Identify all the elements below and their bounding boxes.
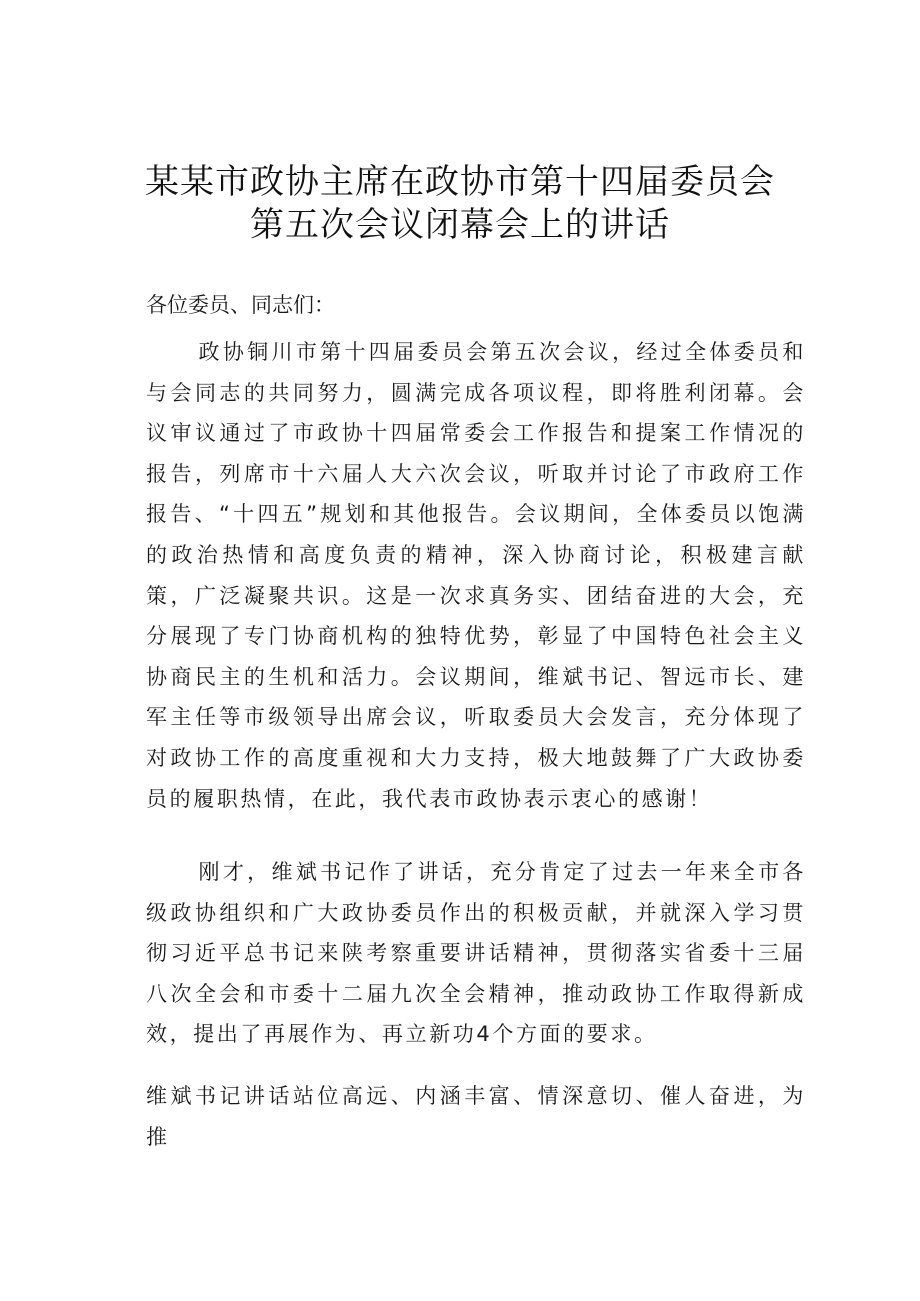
paragraph-1: 政协铜川市第十四届委员会第五次会议，经过全体委员和与会同志的共同努力，圆满完成各项议程，即将胜利闭幕。会议审议通过了市政协十四届常委会工作报告和提案工作情况的报告，列席市十六届人大六次会议，听取并讨论了市政府工作报告、“十四五”规划和其他报告。会议期间，全体委员以饱满的政治热情和高度负责的精神，深入协商讨论，积极建言献策，广泛凝聚共识。这是一次求真务实、团结奋进的大会，充分展现了专门协商机构的独特优势，彰显了中国特色社会主义协商民主的生机和活力。会议期间，维斌书记、智远市长、建军主任等市级领导出席会议，听取委员大会发言，充分体现了对政协工作的高度重视和大力支持，极大地鼓舞了广大政协委员的履职热情，在此，我代表市政协表示衷心的感谢！ [146,340,806,811]
document-title-line-2: 第五次会议闭幕会上的讲话 [250,205,670,245]
document-title-line-1: 某某市政协主席在政协市第十四届委员会 [145,162,775,202]
paragraph-2: 刚才，维斌书记作了讲话，充分肯定了过去一年来全市各级政协组织和广大政协委员作出的积极贡献，并就深入学习贯彻习近平总书记来陕考察重要讲话精神，贯彻落实省委十三届八次全会和市委十二届九次全会精神，推动政协工作取得新成效，提出了再展作为、再立新功4个方面的要求。 [146,860,806,1047]
paragraph-3: 维斌书记讲话站位高远、内涵丰富、情深意切、催人奋进，为推 [146,1084,806,1149]
salutation: 各位委员、同志们： [146,293,335,317]
